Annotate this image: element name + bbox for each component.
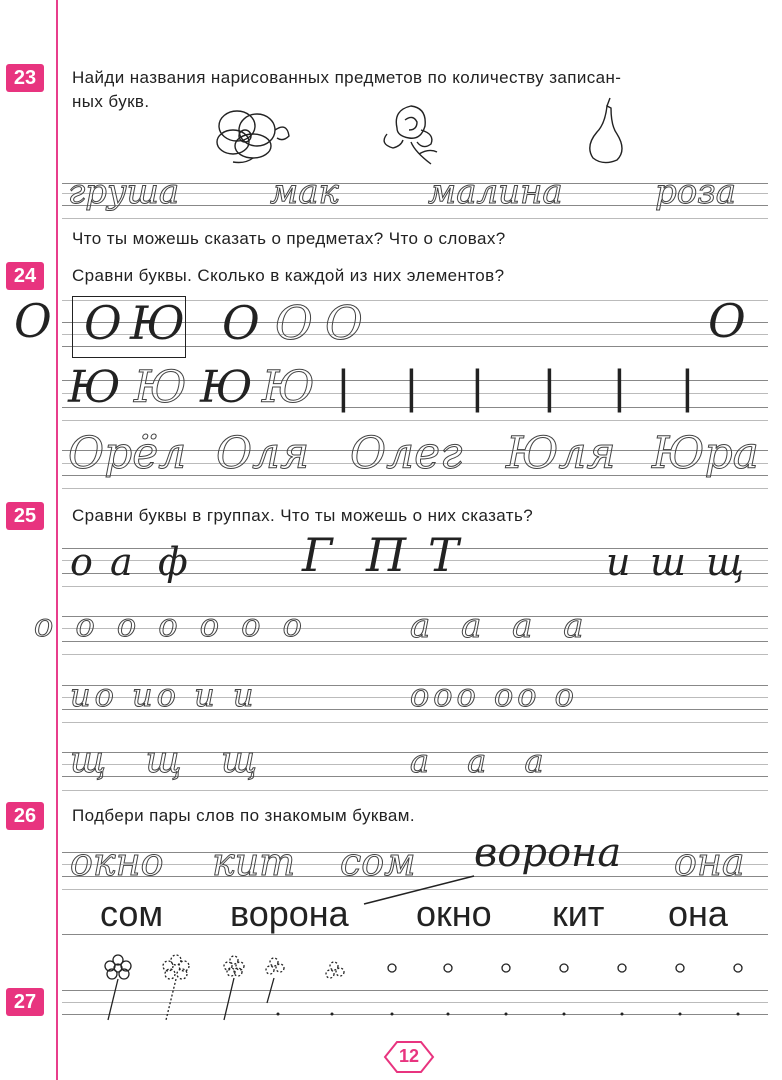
task-24: Сравни буквы. Сколько в каждой из них элементов?	[72, 266, 505, 285]
rule-line	[62, 420, 768, 421]
cursive-word: окно	[70, 840, 164, 884]
cursive-letter: Ю	[262, 362, 315, 413]
exercise-number-23: 23	[6, 64, 44, 92]
cursive-word: Юля	[506, 428, 616, 479]
margin-line	[56, 0, 58, 1080]
cursive-word: Оля	[216, 428, 310, 479]
cursive-letter: щ	[706, 540, 745, 584]
print-word: кит	[552, 893, 605, 934]
cursive-letters: щ щ щ	[70, 740, 271, 781]
print-word: ворона	[230, 893, 349, 934]
cursive-letter: Ю	[130, 296, 185, 350]
cursive-letter: О	[222, 296, 260, 350]
cursive-letter: |	[404, 362, 419, 413]
cursive-word: Юра	[652, 428, 759, 479]
cursive-letter: |	[470, 362, 485, 413]
flower-pattern	[90, 948, 760, 1028]
cursive-letter: Т	[428, 528, 459, 582]
cursive-word: Олег	[350, 428, 463, 479]
cursive-letter: о	[70, 540, 93, 584]
poppy-illustration	[205, 100, 297, 170]
rule-line	[62, 654, 768, 655]
cursive-letters: а а а а	[410, 606, 594, 646]
task-25: Сравни буквы в группах. Что ты можешь о них сказать?	[72, 506, 534, 525]
cursive-letter: О	[275, 296, 313, 350]
cursive-letter: О	[325, 296, 363, 350]
cursive-letter: ш	[650, 540, 686, 584]
cursive-letter: Ю	[68, 362, 121, 413]
print-word: сом	[100, 893, 164, 934]
page-number	[383, 1040, 435, 1074]
cursive-letter: |	[542, 362, 557, 413]
cursive-letters: о о о о о о о	[34, 606, 308, 644]
cursive-word: она	[674, 840, 745, 884]
print-word: окно	[416, 893, 492, 934]
question-23: Что ты можешь сказать о предметах? Что о словах?	[72, 229, 506, 248]
pear-illustration	[585, 96, 633, 166]
exercise-number-25: 25	[6, 502, 44, 530]
rule-line	[62, 218, 768, 219]
cursive-word: груша	[68, 172, 180, 212]
task-26: Подбери пары слов по знакомым буквам.	[72, 806, 415, 825]
cursive-word: сом	[340, 840, 416, 884]
rule-line	[62, 934, 768, 935]
cursive-word: роза	[655, 172, 737, 212]
exercise-number-26: 26	[6, 802, 44, 830]
cursive-letter: Ю	[134, 362, 187, 413]
cursive-word: ворона	[474, 830, 622, 876]
cursive-letter: |	[680, 362, 695, 413]
page-number-text: 12	[398, 1046, 420, 1066]
cursive-letter: |	[612, 362, 627, 413]
cursive-word: кит	[212, 840, 296, 884]
rule-line	[62, 722, 768, 723]
rose-illustration	[375, 98, 447, 168]
rule-line	[62, 790, 768, 791]
cursive-letter: ф	[158, 540, 188, 584]
task-23-line1: Найди названия нарисованных предметов по количеству записан-	[72, 68, 622, 87]
cursive-word: мак	[270, 172, 339, 212]
rule-line	[62, 586, 768, 587]
rule-line	[62, 488, 768, 489]
exercise-number-24: 24	[6, 262, 44, 290]
cursive-letter: а	[110, 540, 133, 584]
cursive-letter: Г	[302, 528, 333, 582]
cursive-letter: О	[14, 294, 52, 348]
cursive-letters: ооо оо о	[410, 676, 578, 714]
cursive-word: малина	[428, 172, 563, 212]
exercise-number-27: 27	[6, 988, 44, 1016]
cursive-letter: и	[606, 540, 631, 584]
cursive-letter: П	[366, 528, 407, 582]
cursive-letter: О	[84, 296, 122, 350]
task-23-line2: ных букв.	[72, 92, 150, 111]
print-word: она	[668, 893, 728, 934]
cursive-letters: ио ио и и	[70, 676, 258, 714]
cursive-letter: |	[336, 362, 351, 413]
cursive-letter: О	[708, 294, 746, 348]
cursive-word: Орёл	[68, 428, 187, 479]
cursive-letters: а а а	[410, 742, 558, 780]
cursive-letter: Ю	[200, 362, 253, 413]
